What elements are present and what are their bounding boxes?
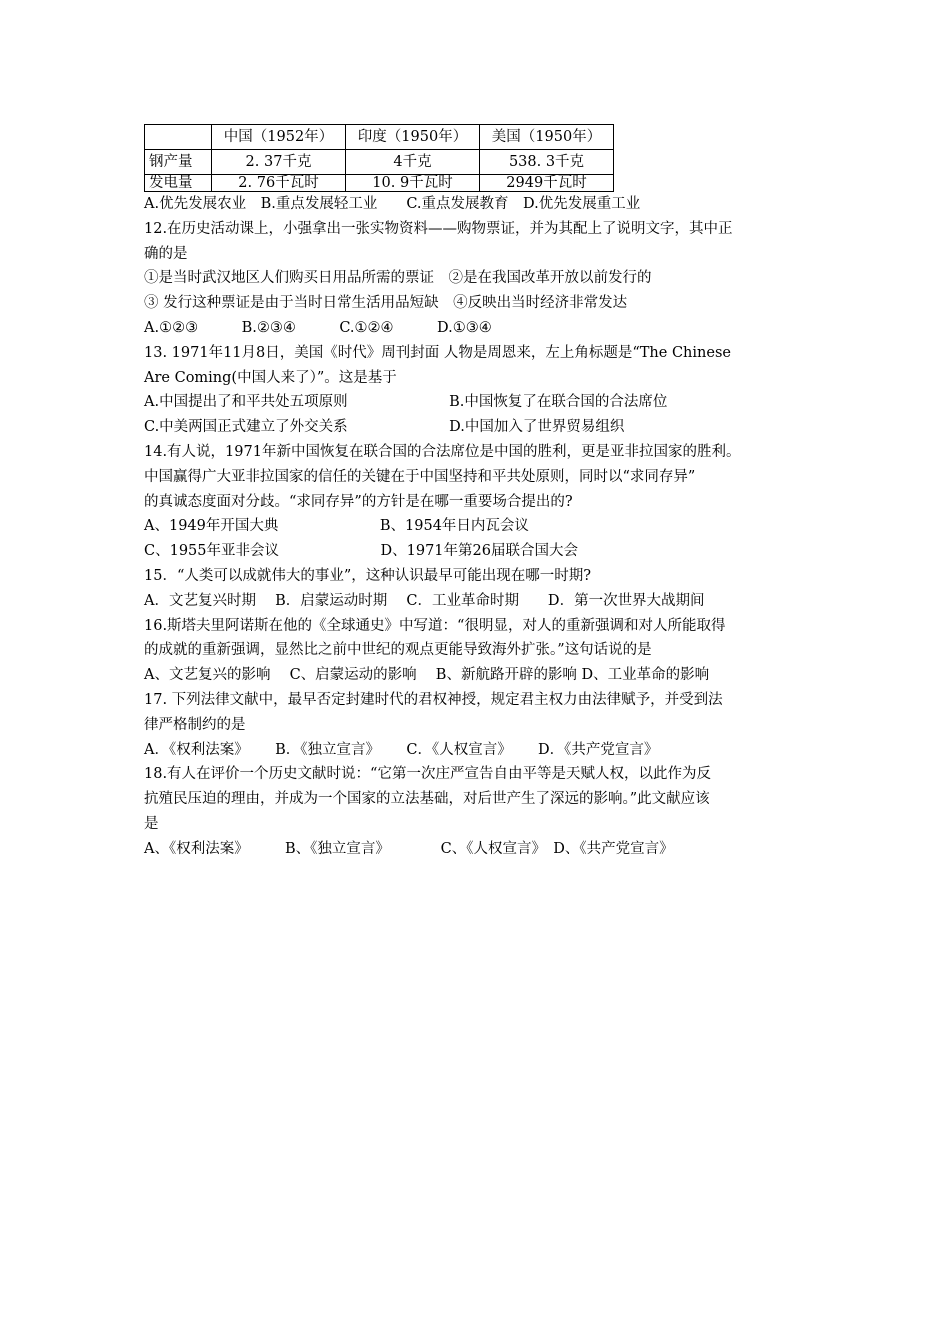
table-header-cell: 美国（1950年） bbox=[480, 125, 614, 150]
table-header-row bbox=[145, 125, 614, 150]
table-cell: 2. 76千瓦时 bbox=[212, 175, 346, 192]
text-line: ③ 发行这种票证是由于当时日常生活用品短缺 ④反映出当时经济非常发达 bbox=[144, 295, 628, 312]
text-line: ①是当时武汉地区人们购买日用品所需的票证 ②是在我国改革开放以前发行的 bbox=[144, 270, 652, 287]
text-line: 15．“人类可以成就伟大的事业”，这种认识最早可能出现在哪一时期? bbox=[144, 567, 592, 584]
text-line: 12.在历史活动课上，小强拿出一张实物资料——购物票证，并为其配上了说明文字，其中正 bbox=[144, 220, 733, 237]
text-line: 16.斯塔夫里阿诺斯在他的《全球通史》中写道：“很明显，对人的重新强调和对人所能取得 bbox=[144, 617, 726, 634]
table-cell: 2949千瓦时 bbox=[480, 175, 614, 192]
text-line: C、1955年亚非会议 D、1971年第26届联合国大会 bbox=[144, 543, 578, 560]
text-line: 确的是 bbox=[144, 245, 188, 262]
table-cell: 10. 9千瓦时 bbox=[346, 175, 480, 192]
text-line: 中国赢得广大亚非拉国家的信任的关键在于中国坚持和平共处原则，同时以“求同存异” bbox=[144, 468, 696, 485]
industry-stats-table bbox=[144, 124, 614, 192]
text-line: Are Coming(中国人来了）”。这是基于 bbox=[144, 369, 397, 386]
text-line: 是 bbox=[144, 815, 159, 832]
table-row bbox=[145, 150, 614, 175]
table-cell: 2. 37千克 bbox=[212, 150, 346, 175]
text-line: 律严格制约的是 bbox=[144, 716, 246, 733]
table-header-cell bbox=[145, 125, 212, 150]
text-line: A．《权利法案》 B．《独立宣言》 C．《人权宣言》 D．《共产党宣言》 bbox=[144, 741, 659, 758]
text-line: 抗殖民压迫的理由，并成为一个国家的立法基础，对后世产生了深远的影响。”此文献应该 bbox=[144, 791, 710, 808]
text-line: 13. 1971年11月8日，美国《时代》周刊封面 人物是周恩来，左上角标题是“The Chinese bbox=[144, 344, 731, 361]
table-row bbox=[145, 175, 614, 192]
text-line: 18.有人在评价一个历史文献时说：“它第一次庄严宣告自由平等是天赋人权，以此作为反 bbox=[144, 766, 711, 783]
text-line: 14.有人说，1971年新中国恢复在联合国的合法席位是中国的胜利，更是亚非拉国家的胜利。 bbox=[144, 443, 741, 460]
table-cell: 538. 3千克 bbox=[480, 150, 614, 175]
question-text bbox=[144, 192, 810, 862]
text-line: A.优先发展农业 B.重点发展轻工业 C.重点发展教育 D.优先发展重工业 bbox=[144, 196, 641, 212]
table-cell: 发电量 bbox=[145, 175, 212, 192]
text-line: A.中国提出了和平共处五项原则 B.中国恢复了在联合国的合法席位 bbox=[144, 394, 668, 411]
text-line: 17. 下列法律文献中，最早否定封建时代的君权神授，规定君主权力由法律赋予，并受到法 bbox=[144, 691, 723, 708]
table-header-cell: 印度（1950年） bbox=[346, 125, 480, 150]
table-cell: 4千克 bbox=[346, 150, 480, 175]
text-line: A.①②③ B.②③④ C.①②④ D.①③④ bbox=[144, 319, 492, 336]
text-line: A、文艺复兴的影响 C、启蒙运动的影响 B、新航路开辟的影响 D、工业革命的影响 bbox=[144, 667, 710, 684]
text-line: 的成就的重新强调，显然比之前中世纪的观点更能导致海外扩张。”这句话说的是 bbox=[144, 642, 652, 659]
text-line: A、《权利法案》 B、《独立宣言》 C、《人权宣言》 D、《共产党宣言》 bbox=[144, 840, 674, 857]
text-line: C.中美两国正式建立了外交关系 D.中国加入了世界贸易组织 bbox=[144, 419, 625, 436]
table-header-cell: 中国（1952年） bbox=[212, 125, 346, 150]
table-cell: 钢产量 bbox=[145, 150, 212, 175]
text-line: A．文艺复兴时期 B．启蒙运动时期 C．工业革命时期 D．第一次世界大战期间 bbox=[144, 592, 705, 609]
text-line: A、1949年开国大典 B、1954年日内瓦会议 bbox=[144, 518, 529, 535]
text-line: 的真诚态度面对分歧。“求同存异”的方针是在哪一重要场合提出的? bbox=[144, 493, 573, 510]
document-page bbox=[144, 124, 810, 862]
